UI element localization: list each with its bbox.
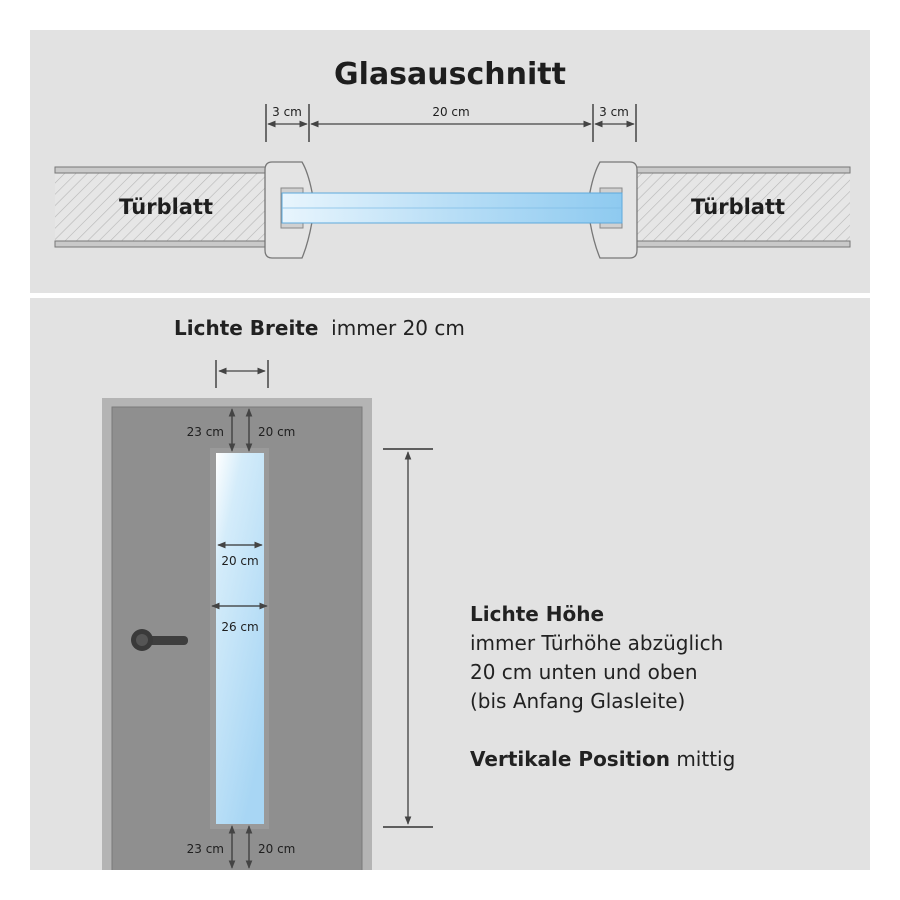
height-info	[470, 600, 860, 774]
top-outer-label: 23 cm	[186, 425, 224, 439]
glass-window	[216, 453, 264, 824]
bottom-inner-label: 20 cm	[258, 842, 296, 856]
width-title: Lichte Breite	[174, 316, 319, 340]
position-title: Vertikale Position	[470, 747, 670, 771]
width-dimension	[216, 360, 268, 388]
position-line	[470, 745, 860, 774]
door-leaf-right-label: Türblatt	[690, 195, 786, 219]
top-inner-label: 20 cm	[258, 425, 296, 439]
height-line-1: immer Türhöhe abzüglich	[470, 631, 724, 655]
width-caption	[174, 316, 465, 340]
dim-right-label: 3 cm	[599, 105, 629, 119]
height-dimension	[383, 449, 433, 827]
dim-middle-label: 20 cm	[432, 105, 470, 119]
height-line-3: (bis Anfang Glasleite)	[470, 689, 686, 713]
height-title: Lichte Höhe	[470, 602, 605, 626]
position-value: mittig	[676, 747, 736, 771]
section-title: Glasauschnitt	[334, 57, 566, 92]
height-line-2: 20 cm unten und oben	[470, 660, 698, 684]
outer-width-label: 26 cm	[221, 620, 259, 634]
width-value: immer 20 cm	[331, 316, 465, 340]
bottom-outer-label: 23 cm	[186, 842, 224, 856]
inner-width-label: 20 cm	[221, 554, 259, 568]
door-leaf-left-label: Türblatt	[118, 195, 214, 219]
dim-left-label: 3 cm	[272, 105, 302, 119]
